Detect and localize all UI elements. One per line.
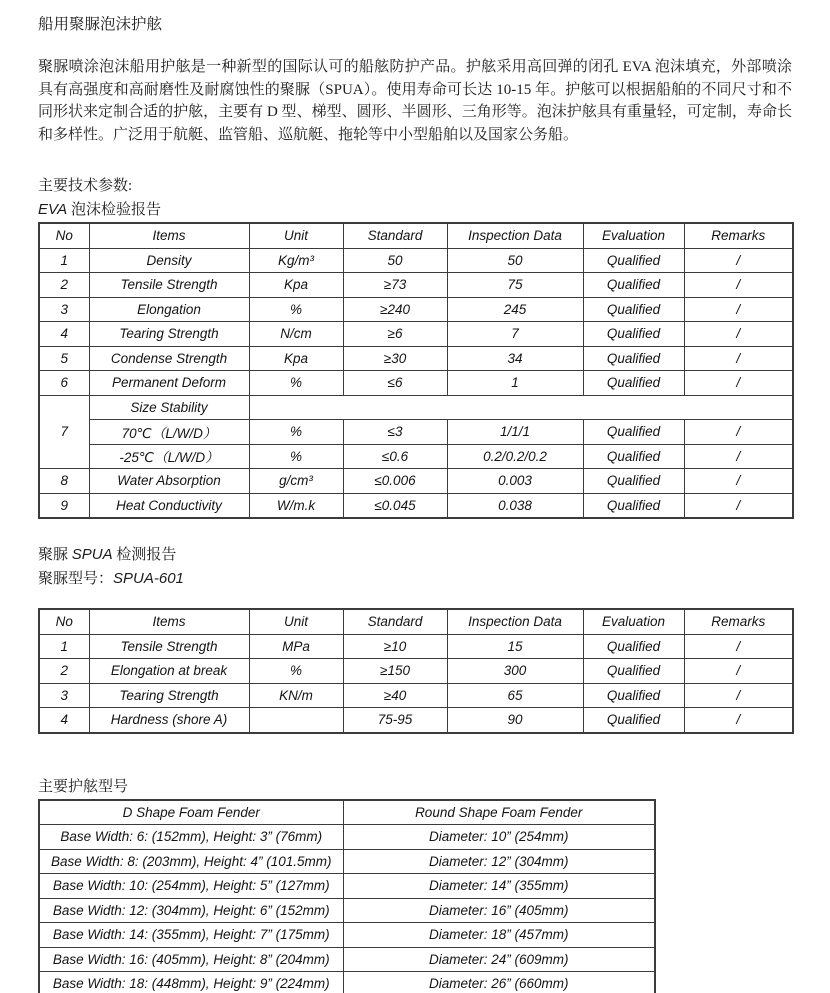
table-cell: 3 bbox=[39, 683, 89, 708]
page-title: 船用聚脲泡沫护舷 bbox=[38, 16, 163, 33]
spua-model-label: 聚脲型号： bbox=[38, 571, 114, 587]
table-cell: Kpa bbox=[249, 346, 343, 371]
table-row bbox=[39, 248, 793, 273]
column-header: Round Shape Foam Fender bbox=[343, 800, 655, 825]
table-cell: Diameter: 18” (457mm) bbox=[343, 923, 655, 948]
table-row bbox=[39, 659, 793, 684]
eva-header-row bbox=[39, 223, 793, 248]
table-cell: 1/1/1 bbox=[447, 420, 583, 445]
column-header: D Shape Foam Fender bbox=[39, 800, 343, 825]
table-cell: / bbox=[684, 297, 793, 322]
table-cell: Condense Strength bbox=[89, 346, 249, 371]
table-cell: Size Stability bbox=[89, 395, 249, 420]
table-cell: 5 bbox=[39, 346, 89, 371]
column-header: Unit bbox=[249, 223, 343, 248]
table-cell: 0.2/0.2/0.2 bbox=[447, 444, 583, 469]
table-cell: MPa bbox=[249, 634, 343, 659]
table-cell: 75 bbox=[447, 273, 583, 298]
table-cell: 34 bbox=[447, 346, 583, 371]
table-cell: ≥73 bbox=[343, 273, 447, 298]
table-cell: Tensile Strength bbox=[89, 273, 249, 298]
table-cell: Qualified bbox=[583, 708, 684, 733]
table-row bbox=[39, 444, 793, 469]
table-cell: / bbox=[684, 634, 793, 659]
table-row bbox=[39, 825, 655, 850]
table-cell: Tearing Strength bbox=[89, 683, 249, 708]
table-cell: Base Width: 14: (355mm), Height: 7” (175mm) bbox=[39, 923, 343, 948]
column-header: Standard bbox=[343, 609, 447, 634]
table-cell: W/m.k bbox=[249, 493, 343, 518]
table-cell: Tensile Strength bbox=[89, 634, 249, 659]
table-cell: 90 bbox=[447, 708, 583, 733]
table-row bbox=[39, 346, 793, 371]
table-cell: 300 bbox=[447, 659, 583, 684]
table-cell: Base Width: 12: (304mm), Height: 6” (152mm) bbox=[39, 898, 343, 923]
table-cell: N/cm bbox=[249, 322, 343, 347]
table-cell: 50 bbox=[447, 248, 583, 273]
section-heading-spua-report bbox=[38, 543, 792, 567]
column-header: No bbox=[39, 609, 89, 634]
table-cell: Density bbox=[89, 248, 249, 273]
table-cell: / bbox=[684, 420, 793, 445]
table-cell: -25℃（L/W/D） bbox=[89, 444, 249, 469]
table-cell: Qualified bbox=[583, 469, 684, 494]
table-cell: % bbox=[249, 659, 343, 684]
table-cell: Qualified bbox=[583, 659, 684, 684]
spua-report-prefix: 聚脲 bbox=[38, 547, 72, 563]
table-cell: 1 bbox=[39, 634, 89, 659]
table-cell: / bbox=[684, 683, 793, 708]
table-cell: 7 bbox=[447, 322, 583, 347]
table-cell: Base Width: 16: (405mm), Height: 8” (204mm) bbox=[39, 947, 343, 972]
table-cell: Qualified bbox=[583, 371, 684, 396]
section-heading-fender-models: 主要护舷型号 bbox=[38, 778, 129, 795]
table-cell: 6 bbox=[39, 371, 89, 396]
table-cell: 8 bbox=[39, 469, 89, 494]
column-header: Standard bbox=[343, 223, 447, 248]
table-cell: Base Width: 10: (254mm), Height: 5” (127mm) bbox=[39, 874, 343, 899]
fender-table bbox=[38, 799, 656, 993]
spua-model-value: SPUA-601 bbox=[113, 570, 184, 587]
column-header: Inspection Data bbox=[447, 609, 583, 634]
table-cell: ≥240 bbox=[343, 297, 447, 322]
section-heading-parameters: 主要技术参数: bbox=[38, 178, 133, 194]
table-cell: ≤0.006 bbox=[343, 469, 447, 494]
table-cell: 2 bbox=[39, 273, 89, 298]
table-row bbox=[39, 923, 655, 948]
table-cell: 245 bbox=[447, 297, 583, 322]
table-cell: Qualified bbox=[583, 322, 684, 347]
table-cell: / bbox=[684, 371, 793, 396]
column-header: Remarks bbox=[684, 223, 793, 248]
table-cell: / bbox=[684, 708, 793, 733]
fender-header-row bbox=[39, 800, 655, 825]
table-cell: Diameter: 14” (355mm) bbox=[343, 874, 655, 899]
table-cell: Qualified bbox=[583, 273, 684, 298]
column-header: Inspection Data bbox=[447, 223, 583, 248]
column-header: Evaluation bbox=[583, 609, 684, 634]
table-row bbox=[39, 371, 793, 396]
table-cell: ≥150 bbox=[343, 659, 447, 684]
table-cell: Tearing Strength bbox=[89, 322, 249, 347]
table-cell: ≥30 bbox=[343, 346, 447, 371]
table-cell: / bbox=[684, 444, 793, 469]
table-cell: Diameter: 24” (609mm) bbox=[343, 947, 655, 972]
table-cell: Qualified bbox=[583, 634, 684, 659]
table-row bbox=[39, 947, 655, 972]
table-cell: ≤0.6 bbox=[343, 444, 447, 469]
table-row bbox=[39, 322, 793, 347]
table-cell: 65 bbox=[447, 683, 583, 708]
table-cell: / bbox=[684, 322, 793, 347]
table-cell: 70℃（L/W/D） bbox=[89, 420, 249, 445]
table-cell: / bbox=[684, 248, 793, 273]
table-cell: KN/m bbox=[249, 683, 343, 708]
table-row bbox=[39, 420, 793, 445]
table-row-size-stability bbox=[39, 395, 793, 420]
table-row bbox=[39, 874, 655, 899]
column-header: Unit bbox=[249, 609, 343, 634]
table-cell: / bbox=[684, 659, 793, 684]
spua-model-line bbox=[38, 567, 792, 591]
column-header: Remarks bbox=[684, 609, 793, 634]
table-cell: Diameter: 10” (254mm) bbox=[343, 825, 655, 850]
table-cell: 0.003 bbox=[447, 469, 583, 494]
table-cell: Kg/m³ bbox=[249, 248, 343, 273]
table-cell bbox=[249, 708, 343, 733]
table-cell: Qualified bbox=[583, 346, 684, 371]
table-cell-group-no: 7 bbox=[39, 395, 89, 469]
table-cell: Qualified bbox=[583, 683, 684, 708]
eva-label: EVA bbox=[38, 201, 68, 218]
table-cell: Elongation at break bbox=[89, 659, 249, 684]
table-cell: ≥10 bbox=[343, 634, 447, 659]
table-cell: Diameter: 12” (304mm) bbox=[343, 849, 655, 874]
spua-header-row bbox=[39, 609, 793, 634]
table-cell: Hardness (shore A) bbox=[89, 708, 249, 733]
table-cell: Qualified bbox=[583, 493, 684, 518]
table-row bbox=[39, 683, 793, 708]
table-cell: 4 bbox=[39, 708, 89, 733]
table-cell: g/cm³ bbox=[249, 469, 343, 494]
table-cell: 15 bbox=[447, 634, 583, 659]
column-header: Evaluation bbox=[583, 223, 684, 248]
table-cell: / bbox=[684, 493, 793, 518]
table-cell: Elongation bbox=[89, 297, 249, 322]
table-cell: 4 bbox=[39, 322, 89, 347]
table-cell-empty bbox=[249, 395, 793, 420]
table-cell: Permanent Deform bbox=[89, 371, 249, 396]
table-cell: 0.038 bbox=[447, 493, 583, 518]
table-row bbox=[39, 273, 793, 298]
table-cell: 75-95 bbox=[343, 708, 447, 733]
table-cell: ≤3 bbox=[343, 420, 447, 445]
table-row bbox=[39, 972, 655, 993]
table-cell: Base Width: 18: (448mm), Height: 9” (224mm) bbox=[39, 972, 343, 993]
table-cell: 9 bbox=[39, 493, 89, 518]
table-cell: ≥40 bbox=[343, 683, 447, 708]
table-cell: % bbox=[249, 371, 343, 396]
table-row bbox=[39, 898, 655, 923]
column-header: Items bbox=[89, 609, 249, 634]
table-cell: Water Absorption bbox=[89, 469, 249, 494]
table-cell: Qualified bbox=[583, 248, 684, 273]
table-cell: 3 bbox=[39, 297, 89, 322]
column-header: Items bbox=[89, 223, 249, 248]
table-cell: ≤6 bbox=[343, 371, 447, 396]
table-row bbox=[39, 469, 793, 494]
eva-report-label: 泡沫检验报告 bbox=[67, 202, 161, 218]
table-cell: ≤0.045 bbox=[343, 493, 447, 518]
table-cell: % bbox=[249, 420, 343, 445]
eva-table bbox=[38, 222, 794, 519]
spua-report-suffix: 检测报告 bbox=[112, 547, 177, 563]
table-cell: Base Width: 8: (203mm), Height: 4” (101.5mm) bbox=[39, 849, 343, 874]
table-cell: Kpa bbox=[249, 273, 343, 298]
table-row bbox=[39, 849, 655, 874]
table-cell: Qualified bbox=[583, 444, 684, 469]
table-cell: Heat Conductivity bbox=[89, 493, 249, 518]
table-cell: % bbox=[249, 297, 343, 322]
table-cell: 2 bbox=[39, 659, 89, 684]
column-header: No bbox=[39, 223, 89, 248]
table-cell: Diameter: 26” (660mm) bbox=[343, 972, 655, 993]
table-cell: Diameter: 16” (405mm) bbox=[343, 898, 655, 923]
table-cell: / bbox=[684, 346, 793, 371]
section-heading-eva-report bbox=[38, 198, 792, 222]
table-row bbox=[39, 708, 793, 733]
table-cell: 1 bbox=[39, 248, 89, 273]
table-cell: / bbox=[684, 469, 793, 494]
table-row bbox=[39, 634, 793, 659]
table-cell: 50 bbox=[343, 248, 447, 273]
intro-paragraph: 聚脲喷涂泡沫船用护舷是一种新型的国际认可的船舷防护产品。护舷采用高回弹的闭孔 EVA 泡沫填充，外部喷涂具有高强度和高耐磨性及耐腐蚀性的聚脲（SPUA）。使用寿命可长达 10-15 年。护舷可以根据船舶的不同尺寸和不同形状来定制合适的护舷，主要有 D 型、梯型、圆形、半圆形、三角形等。泡沫护舷具有重量轻，可定制，寿命长和多样性。广泛用于航艇、监管船、巡航艇、拖轮等中小型船舶以及国家公务船。 bbox=[38, 59, 792, 143]
table-cell: 1 bbox=[447, 371, 583, 396]
table-cell: / bbox=[684, 273, 793, 298]
table-row bbox=[39, 493, 793, 518]
table-cell: Qualified bbox=[583, 297, 684, 322]
spua-table bbox=[38, 608, 794, 734]
table-row bbox=[39, 297, 793, 322]
table-cell: ≥6 bbox=[343, 322, 447, 347]
table-cell: Base Width: 6: (152mm), Height: 3” (76mm) bbox=[39, 825, 343, 850]
spua-label: SPUA bbox=[71, 546, 113, 563]
table-cell: Qualified bbox=[583, 420, 684, 445]
table-cell: % bbox=[249, 444, 343, 469]
